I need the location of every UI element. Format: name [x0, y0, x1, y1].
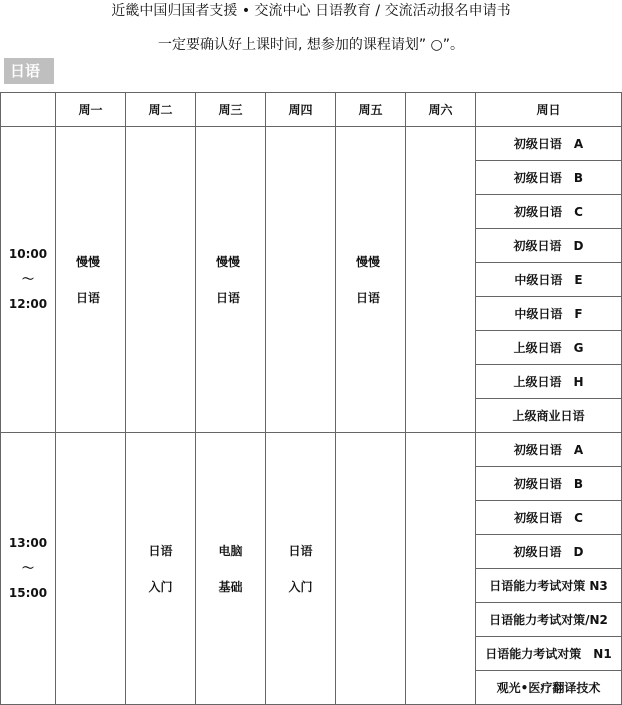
class-line: 慢慢 — [76, 254, 101, 269]
sunday-am-course-1[interactable]: 初级日语 A — [476, 127, 622, 161]
sunday-am-course-5[interactable]: 中级日语 E — [476, 263, 622, 297]
class-line: 基础 — [218, 579, 243, 594]
header-friday: 周五 — [336, 93, 406, 127]
sunday-pm-course-3[interactable]: 初级日语 C — [476, 501, 622, 535]
header-blank — [1, 93, 56, 127]
class-line: 慢慢 — [356, 254, 381, 269]
sunday-pm-course-8[interactable]: 观光•医疗翻译技术 — [476, 671, 622, 705]
class-line: 电脑 — [218, 543, 243, 558]
sunday-am-course-8[interactable]: 上级日语 H — [476, 365, 622, 399]
sunday-am-course-9[interactable]: 上级商业日语 — [476, 399, 622, 433]
schedule-table — [0, 92, 622, 705]
class-line: 日语 — [216, 290, 241, 305]
form-title: 近畿中国归国者支援 • 交流中心 日语教育 / 交流活动报名申请书 — [111, 3, 511, 19]
sunday-am-course-2[interactable]: 初级日语 B — [476, 161, 622, 195]
morning-time-start: 10:00 — [8, 247, 48, 261]
afternoon-monday-empty — [56, 433, 126, 705]
sunday-am-course-7[interactable]: 上级日语 G — [476, 331, 622, 365]
class-line: 日语 — [148, 543, 173, 558]
section-label-japanese: 日语 — [4, 58, 54, 84]
header-monday: 周一 — [56, 93, 126, 127]
class-line: 入门 — [288, 579, 313, 594]
afternoon-time-sep: ～ — [21, 561, 34, 575]
sunday-pm-course-2[interactable]: 初级日语 B — [476, 467, 622, 501]
afternoon-tuesday-class[interactable] — [126, 433, 196, 705]
sunday-pm-course-4[interactable]: 初级日语 D — [476, 535, 622, 569]
morning-wednesday-class[interactable] — [196, 127, 266, 433]
morning-saturday-empty — [406, 127, 476, 433]
class-line: 慢慢 — [216, 254, 241, 269]
header-thursday: 周四 — [266, 93, 336, 127]
header-sunday: 周日 — [476, 93, 622, 127]
class-line: 日语 — [288, 543, 313, 558]
morning-friday-class[interactable] — [336, 127, 406, 433]
afternoon-wednesday-class[interactable] — [196, 433, 266, 705]
afternoon-time-end: 15:00 — [8, 586, 48, 600]
class-line: 日语 — [76, 290, 101, 305]
sunday-pm-course-6[interactable]: 日语能力考试对策/N2 — [476, 603, 622, 637]
afternoon-thursday-class[interactable] — [266, 433, 336, 705]
sunday-am-course-6[interactable]: 中级日语 F — [476, 297, 622, 331]
class-line: 日语 — [356, 290, 381, 305]
sunday-pm-course-5[interactable]: 日语能力考试对策 N3 — [476, 569, 622, 603]
header-row — [1, 93, 622, 127]
sunday-pm-course-7[interactable]: 日语能力考试对策 N1 — [476, 637, 622, 671]
afternoon-time-start: 13:00 — [8, 536, 48, 550]
sunday-am-course-3[interactable]: 初级日语 C — [476, 195, 622, 229]
afternoon-time — [1, 433, 56, 705]
header-tuesday: 周二 — [126, 93, 196, 127]
sunday-pm-course-1[interactable]: 初级日语 A — [476, 433, 622, 467]
class-line: 入门 — [148, 579, 173, 594]
morning-time — [1, 127, 56, 433]
afternoon-friday-empty — [336, 433, 406, 705]
morning-thursday-empty — [266, 127, 336, 433]
form-instruction: 一定要确认好上课时间, 想参加的课程请划” ○”。 — [157, 37, 465, 53]
morning-monday-class[interactable] — [56, 127, 126, 433]
morning-time-sep: ～ — [21, 272, 34, 286]
morning-time-end: 12:00 — [8, 297, 48, 311]
afternoon-saturday-empty — [406, 433, 476, 705]
header-wednesday: 周三 — [196, 93, 266, 127]
sunday-am-course-4[interactable]: 初级日语 D — [476, 229, 622, 263]
header-saturday: 周六 — [406, 93, 476, 127]
morning-tuesday-empty — [126, 127, 196, 433]
